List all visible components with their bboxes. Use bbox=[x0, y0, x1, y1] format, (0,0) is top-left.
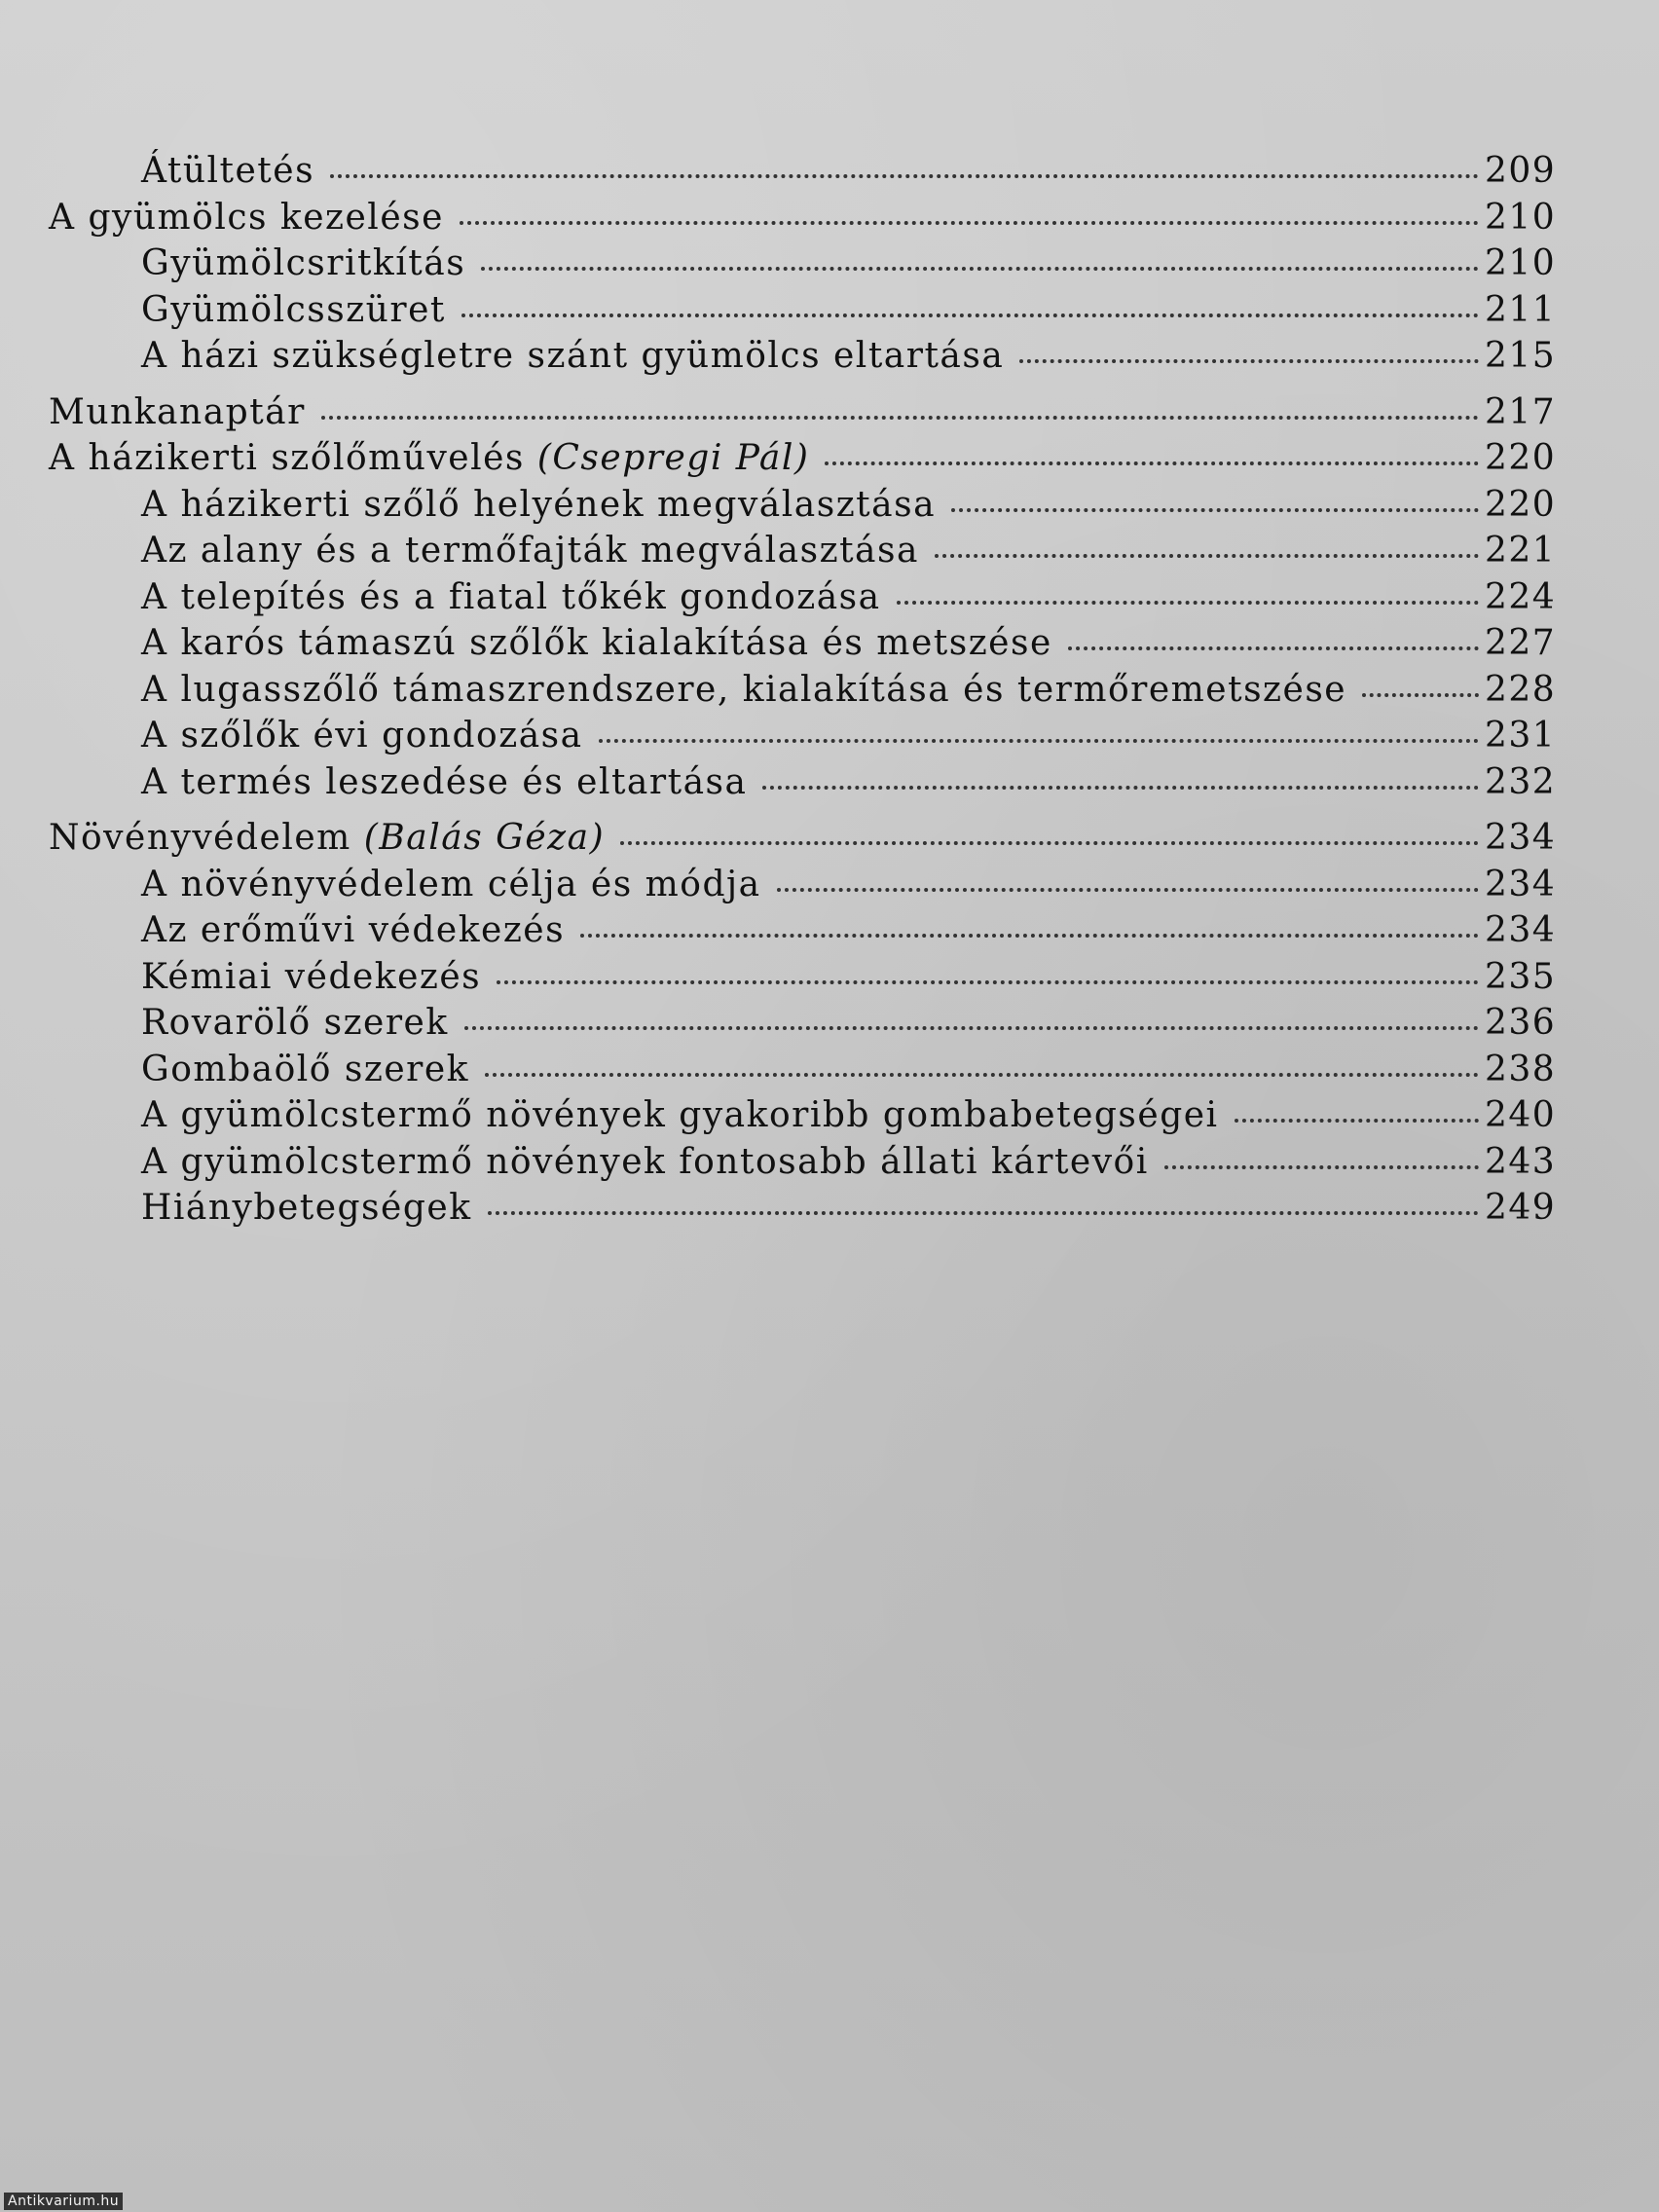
toc-entry bbox=[49, 148, 1557, 195]
dot-leader bbox=[935, 544, 1479, 558]
toc-entry-title: A gyümölcstermő növények fontosabb állati kártevői bbox=[141, 1141, 1149, 1182]
toc-entry-title-group bbox=[141, 759, 756, 806]
dot-leader bbox=[1019, 350, 1479, 363]
toc-entry-title-group bbox=[141, 667, 1356, 714]
toc-entry-title: A szőlők évi gondozása bbox=[141, 716, 583, 756]
toc-entry-title-group bbox=[141, 1092, 1229, 1139]
toc-entry-page-number: 217 bbox=[1485, 391, 1557, 432]
toc-entry-title: Növényvédelem bbox=[49, 818, 351, 858]
toc-entry-page-number: 243 bbox=[1485, 1141, 1557, 1182]
toc-entry bbox=[49, 389, 1557, 436]
toc-entry-title: A házi szükségletre szánt gyümölcs eltartása bbox=[141, 336, 1005, 376]
toc-entry-title: Rovarölő szerek bbox=[141, 1003, 449, 1043]
toc-entry-title: Az erőművi védekezés bbox=[141, 910, 566, 950]
dot-leader bbox=[825, 452, 1479, 465]
dot-leader bbox=[460, 211, 1479, 225]
toc-entry-title-group bbox=[141, 287, 456, 334]
toc-entry bbox=[49, 240, 1557, 287]
toc-entry-title: A lugasszőlő támaszrendszere, kialakítása és termőremetszése bbox=[141, 669, 1347, 710]
dot-leader bbox=[1068, 637, 1479, 650]
toc-entry-title: Gyümölcsritkítás bbox=[141, 243, 466, 283]
toc-entry-title-group bbox=[49, 195, 454, 241]
toc-entry-title: A gyümölcs kezelése bbox=[49, 197, 444, 238]
dot-leader bbox=[485, 1063, 1479, 1077]
dot-leader bbox=[330, 165, 1479, 178]
toc-entry-title: Gombaölő szerek bbox=[141, 1049, 469, 1089]
toc-entry-page-number: 234 bbox=[1485, 818, 1557, 858]
toc-entry bbox=[49, 195, 1557, 241]
toc-entry-title-group bbox=[141, 1000, 459, 1047]
toc-entry-title: A karós támaszú szőlők kialakítása és metszése bbox=[141, 623, 1052, 663]
toc-entry-page-number: 236 bbox=[1485, 1003, 1557, 1043]
dot-leader bbox=[1164, 1156, 1479, 1169]
dot-leader bbox=[777, 878, 1479, 892]
dot-leader bbox=[1362, 683, 1479, 697]
toc-entry-title-group bbox=[141, 482, 945, 529]
toc-entry-title: A gyümölcstermő növények gyakoribb gombabetegségei bbox=[141, 1095, 1219, 1135]
toc-entry bbox=[49, 1000, 1557, 1047]
dot-leader bbox=[620, 831, 1479, 845]
toc-entry bbox=[49, 954, 1557, 1001]
dot-leader bbox=[464, 1016, 1479, 1030]
toc-entry bbox=[49, 815, 1557, 862]
toc-entry-title: A házikerti szőlő helyének megválasztása bbox=[141, 484, 937, 525]
toc-entry-title: Hiánybetegségek bbox=[141, 1188, 472, 1228]
toc-entry-title-group bbox=[141, 148, 324, 195]
toc-entry-title: Munkanaptár bbox=[49, 391, 306, 432]
toc-entry bbox=[49, 620, 1557, 667]
toc-entry bbox=[49, 435, 1557, 482]
toc-entry-title-group bbox=[141, 713, 593, 759]
toc-entry-page-number: 234 bbox=[1485, 864, 1557, 904]
toc-entry bbox=[49, 333, 1557, 380]
dot-leader bbox=[599, 729, 1479, 743]
toc-entry bbox=[49, 667, 1557, 714]
toc-entry bbox=[49, 713, 1557, 759]
toc-entry-title: A növényvédelem célja és módja bbox=[141, 864, 761, 904]
toc-entry-title: Kémiai védekezés bbox=[141, 956, 482, 997]
dot-leader bbox=[488, 1201, 1479, 1215]
toc-entry bbox=[49, 1047, 1557, 1093]
toc-entry bbox=[49, 907, 1557, 954]
toc-entry-title-group bbox=[141, 1047, 479, 1093]
watermark: Antikvarium.hu bbox=[4, 2193, 123, 2210]
toc-entry-page-number: 209 bbox=[1485, 151, 1557, 191]
toc-entry-page-number: 238 bbox=[1485, 1049, 1557, 1089]
toc-entry-page-number: 221 bbox=[1485, 531, 1557, 571]
toc-entry-page-number: 249 bbox=[1485, 1188, 1557, 1228]
dot-leader bbox=[951, 498, 1479, 512]
toc-entry-title: A házikerti szőlőművelés bbox=[49, 438, 525, 478]
table-of-contents bbox=[49, 148, 1557, 1232]
dot-leader bbox=[897, 591, 1479, 605]
dot-leader bbox=[481, 257, 1479, 271]
toc-entry bbox=[49, 1139, 1557, 1186]
toc-entry-page-number: 234 bbox=[1485, 910, 1557, 950]
toc-entry-title: A termés leszedése és eltartása bbox=[141, 761, 748, 802]
toc-entry-title-group bbox=[141, 907, 574, 954]
toc-entry-page-number: 235 bbox=[1485, 956, 1557, 997]
toc-entry-page-number: 215 bbox=[1485, 336, 1557, 376]
toc-entry-title-group bbox=[141, 862, 771, 908]
dot-leader bbox=[1235, 1109, 1479, 1123]
toc-entry-title-group bbox=[141, 954, 491, 1001]
toc-entry bbox=[49, 862, 1557, 908]
toc-entry-title: Az alany és a termőfajták megválasztása bbox=[141, 531, 919, 571]
dot-leader bbox=[497, 971, 1479, 984]
toc-entry-page-number: 224 bbox=[1485, 576, 1557, 617]
toc-entry-author: (Balás Géza) bbox=[363, 818, 606, 858]
toc-entry bbox=[49, 574, 1557, 621]
toc-entry-title-group bbox=[49, 389, 315, 436]
toc-entry-page-number: 231 bbox=[1485, 716, 1557, 756]
toc-entry bbox=[49, 759, 1557, 806]
toc-entry-page-number: 211 bbox=[1485, 289, 1557, 330]
toc-entry bbox=[49, 482, 1557, 529]
dot-leader bbox=[580, 924, 1479, 938]
toc-entry-title-group bbox=[141, 620, 1062, 667]
toc-entry-title: A telepítés és a fiatal tőkék gondozása bbox=[141, 576, 881, 617]
toc-entry-title-group bbox=[141, 1139, 1159, 1186]
toc-entry-title: Gyümölcsszüret bbox=[141, 289, 446, 330]
toc-entry-page-number: 228 bbox=[1485, 669, 1557, 710]
toc-entry-page-number: 220 bbox=[1485, 438, 1557, 478]
toc-entry bbox=[49, 528, 1557, 574]
toc-entry-page-number: 210 bbox=[1485, 243, 1557, 283]
toc-entry-title-group bbox=[141, 240, 475, 287]
toc-entry-page-number: 240 bbox=[1485, 1095, 1557, 1135]
dot-leader bbox=[321, 406, 1479, 420]
toc-entry-author: (Csepregi Pál) bbox=[536, 438, 810, 478]
toc-entry bbox=[49, 1185, 1557, 1232]
toc-entry-page-number: 227 bbox=[1485, 623, 1557, 663]
toc-entry-title-group bbox=[49, 435, 819, 482]
dot-leader bbox=[762, 776, 1479, 790]
toc-entry-page-number: 220 bbox=[1485, 484, 1557, 525]
toc-entry-title-group bbox=[141, 333, 1014, 380]
toc-entry-title-group bbox=[141, 528, 929, 574]
dot-leader bbox=[461, 304, 1479, 317]
toc-entry-title-group bbox=[141, 1185, 482, 1232]
toc-entry-title: Átültetés bbox=[141, 151, 315, 191]
toc-entry-title-group bbox=[141, 574, 891, 621]
toc-entry-page-number: 232 bbox=[1485, 761, 1557, 802]
toc-entry-title-group bbox=[49, 815, 614, 862]
toc-entry-page-number: 210 bbox=[1485, 197, 1557, 238]
toc-entry bbox=[49, 287, 1557, 334]
toc-entry bbox=[49, 1092, 1557, 1139]
